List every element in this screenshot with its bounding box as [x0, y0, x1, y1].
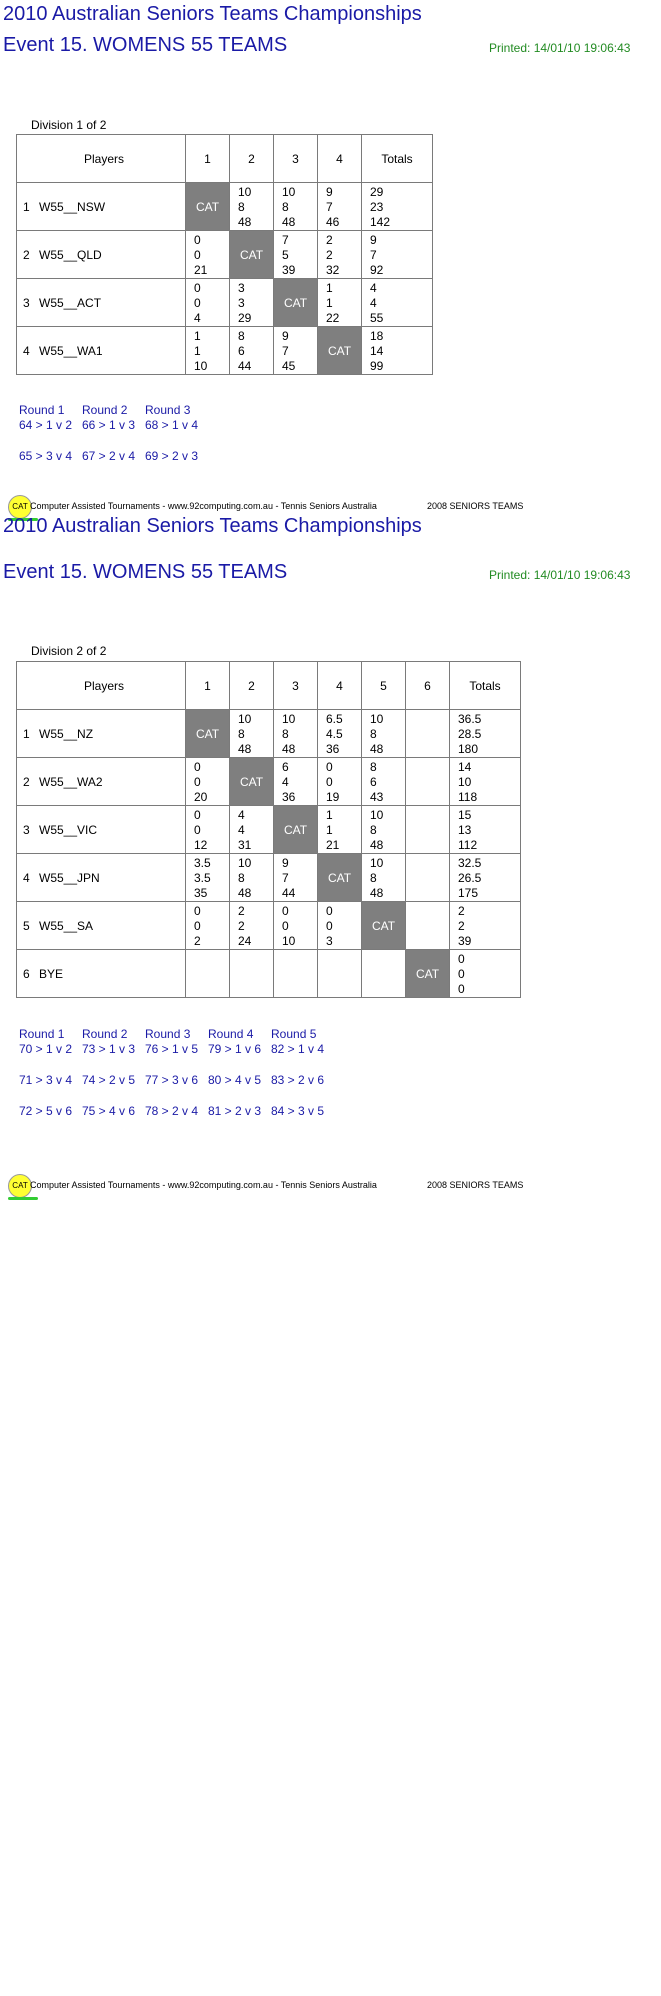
player-name: W55__NSW	[39, 199, 106, 214]
division-label: Division 2 of 2	[31, 644, 107, 658]
score-cell	[406, 758, 450, 806]
score-value: 10	[238, 185, 252, 199]
total-value: 180	[458, 742, 479, 756]
score-cell	[186, 279, 230, 327]
score-value: 12	[194, 838, 208, 852]
round-match: 64 > 1 v 2	[19, 418, 73, 432]
total-value: 0	[458, 982, 465, 996]
total-value: 112	[458, 838, 478, 852]
self-match-cell: CAT	[274, 806, 318, 854]
round-header: Round 2	[82, 1027, 128, 1041]
score-cell	[230, 854, 274, 902]
player-name: W55__JPN	[39, 870, 100, 885]
column-header-3: 3	[274, 662, 318, 710]
score-value: 48	[370, 838, 384, 852]
score-value: 3.5	[194, 871, 211, 885]
score-value: 21	[326, 838, 340, 852]
player-number: 2	[23, 774, 30, 789]
player-number: 4	[23, 870, 30, 885]
score-value: 0	[282, 919, 289, 933]
total-value: 18	[370, 329, 384, 343]
score-cell	[186, 231, 230, 279]
score-value: 7	[282, 344, 289, 358]
score-cell	[230, 806, 274, 854]
player-number: 4	[23, 343, 30, 358]
score-value: 46	[326, 215, 340, 229]
score-value: 4	[238, 808, 245, 822]
score-cell	[318, 183, 362, 231]
total-value: 4	[370, 281, 377, 295]
score-value: 0	[194, 248, 201, 262]
score-cell	[230, 183, 274, 231]
score-value: 1	[326, 296, 333, 310]
player-cell	[17, 950, 186, 998]
player-name: W55__WA1	[39, 343, 103, 358]
score-value: 4	[282, 775, 289, 789]
column-header-4: 4	[318, 135, 362, 183]
score-cell	[186, 758, 230, 806]
score-value: 7	[282, 233, 289, 247]
round-headers	[19, 403, 208, 417]
score-value: 0	[194, 823, 201, 837]
round-match: 72 > 5 v 6	[19, 1104, 73, 1118]
score-cell	[406, 854, 450, 902]
player-cell	[17, 758, 186, 806]
score-value: 6	[282, 760, 289, 774]
total-value: 2	[458, 919, 465, 933]
player-cell	[17, 710, 186, 758]
total-value: 4	[370, 296, 377, 310]
score-value: 6.5	[326, 712, 343, 726]
score-value: 0	[194, 808, 201, 822]
score-cell	[274, 183, 318, 231]
score-value: 2	[326, 233, 333, 247]
round-header: Round 1	[19, 1027, 65, 1041]
score-value: 10	[370, 808, 384, 822]
round-match: 84 > 3 v 5	[271, 1104, 325, 1118]
score-value: 10	[282, 712, 296, 726]
score-value: 0	[326, 775, 333, 789]
score-value: 0	[194, 904, 201, 918]
score-value: 35	[194, 886, 208, 900]
score-cell	[186, 806, 230, 854]
score-cell	[318, 279, 362, 327]
table-row	[17, 854, 521, 902]
score-value: 19	[326, 790, 340, 804]
score-value: 8	[370, 760, 377, 774]
score-value: 8	[238, 871, 245, 885]
score-value: 48	[238, 886, 252, 900]
player-number: 3	[23, 822, 30, 837]
round-match: 71 > 3 v 4	[19, 1073, 73, 1087]
score-value: 9	[326, 185, 333, 199]
score-value: 36	[326, 742, 340, 756]
score-value: 10	[370, 856, 384, 870]
score-cell	[274, 950, 318, 998]
score-value: 10	[282, 934, 296, 948]
player-cell	[17, 279, 186, 327]
score-value: 31	[238, 838, 252, 852]
footer-event-name: 2008 SENIORS TEAMS	[427, 501, 524, 511]
championship-title: 2010 Australian Seniors Teams Championships	[3, 515, 422, 537]
round-match: 73 > 1 v 3	[82, 1042, 136, 1056]
score-cell	[362, 854, 406, 902]
player-cell	[17, 854, 186, 902]
score-cell	[406, 710, 450, 758]
round-match: 66 > 1 v 3	[82, 418, 136, 432]
score-value: 6	[370, 775, 377, 789]
player-name: W55__QLD	[39, 247, 102, 262]
score-value: 9	[282, 329, 289, 343]
column-header-4: 4	[318, 662, 362, 710]
score-value: 0	[194, 775, 201, 789]
round-match: 77 > 3 v 6	[145, 1073, 199, 1087]
round-match-line	[19, 449, 208, 463]
score-cell	[230, 950, 274, 998]
printed-timestamp: Printed: 14/01/10 19:06:43	[489, 41, 631, 55]
player-name: W55__SA	[39, 918, 94, 933]
totals-cell	[450, 854, 521, 902]
round-match: 76 > 1 v 5	[145, 1042, 199, 1056]
score-value: 1	[326, 281, 333, 295]
round-header: Round 3	[145, 403, 191, 417]
player-number: 3	[23, 295, 30, 310]
score-value: 9	[282, 856, 289, 870]
score-cell	[186, 950, 230, 998]
totals-cell	[450, 950, 521, 998]
player-cell	[17, 806, 186, 854]
player-name: W55__WA2	[39, 774, 103, 789]
total-value: 28.5	[458, 727, 482, 741]
round-match: 80 > 4 v 5	[208, 1073, 262, 1087]
round-match-line	[19, 1104, 334, 1118]
total-value: 0	[458, 952, 465, 966]
score-cell	[274, 854, 318, 902]
score-cell	[362, 806, 406, 854]
score-value: 6	[238, 344, 245, 358]
event-title: Event 15. WOMENS 55 TEAMS	[3, 34, 288, 56]
score-value: 8	[238, 200, 245, 214]
score-value: 1	[194, 344, 201, 358]
footer-credit: Computer Assisted Tournaments - www.92computing.com.au - Tennis Seniors Australia	[30, 501, 377, 511]
player-number: 1	[23, 726, 30, 741]
player-cell	[17, 327, 186, 375]
score-cell	[406, 806, 450, 854]
score-value: 8	[238, 727, 245, 741]
total-value: 55	[370, 311, 384, 325]
round-header: Round 4	[208, 1027, 254, 1041]
round-match: 82 > 1 v 4	[271, 1042, 325, 1056]
totals-cell	[450, 758, 521, 806]
score-value: 48	[370, 742, 384, 756]
score-value: 1	[326, 823, 333, 837]
score-cell	[318, 950, 362, 998]
score-value: 20	[194, 790, 208, 804]
score-value: 21	[194, 263, 208, 277]
total-value: 10	[458, 775, 472, 789]
column-header-2: 2	[230, 135, 274, 183]
score-value: 8	[238, 329, 245, 343]
logo-underline	[8, 1197, 38, 1200]
total-value: 13	[458, 823, 472, 837]
score-value: 22	[326, 311, 340, 325]
round-match: 69 > 2 v 3	[145, 449, 199, 463]
total-value: 39	[458, 934, 472, 948]
self-match-cell: CAT	[362, 902, 406, 950]
totals-cell	[450, 710, 521, 758]
total-value: 99	[370, 359, 384, 373]
total-value: 14	[370, 344, 384, 358]
self-match-cell: CAT	[230, 758, 274, 806]
score-value: 1	[326, 808, 333, 822]
table-row	[17, 806, 521, 854]
total-value: 142	[370, 215, 391, 229]
score-cell	[274, 710, 318, 758]
score-value: 44	[238, 359, 252, 373]
footer-event-name: 2008 SENIORS TEAMS	[427, 1180, 524, 1190]
score-value: 45	[282, 359, 296, 373]
score-value: 3.5	[194, 856, 211, 870]
score-value: 48	[282, 742, 296, 756]
table-row	[17, 902, 521, 950]
player-name: W55__VIC	[39, 822, 98, 837]
results-grid	[16, 661, 521, 998]
player-cell	[17, 902, 186, 950]
score-cell	[230, 710, 274, 758]
results-grid	[16, 134, 433, 375]
round-match: 75 > 4 v 6	[82, 1104, 136, 1118]
player-number: 6	[23, 966, 30, 981]
self-match-cell: CAT	[318, 854, 362, 902]
score-cell	[186, 854, 230, 902]
round-match: 81 > 2 v 3	[208, 1104, 262, 1118]
totals-header: Totals	[450, 662, 521, 710]
total-value: 2	[458, 904, 465, 918]
score-value: 0	[194, 760, 201, 774]
round-match: 74 > 2 v 5	[82, 1073, 136, 1087]
table-row	[17, 231, 433, 279]
players-header: Players	[17, 662, 186, 710]
player-name: BYE	[39, 966, 64, 981]
players-header: Players	[17, 135, 186, 183]
table-row	[17, 710, 521, 758]
self-match-cell: CAT	[230, 231, 274, 279]
score-value: 8	[370, 727, 377, 741]
round-match: 67 > 2 v 4	[82, 449, 136, 463]
score-value: 2	[194, 934, 201, 948]
cat-logo-icon: CAT	[8, 495, 32, 519]
score-cell	[186, 327, 230, 375]
score-value: 8	[282, 200, 289, 214]
self-match-cell: CAT	[274, 279, 318, 327]
score-value: 3	[238, 281, 245, 295]
player-number: 2	[23, 247, 30, 262]
score-value: 4	[238, 823, 245, 837]
score-value: 10	[238, 712, 252, 726]
score-value: 1	[194, 329, 201, 343]
score-value: 3	[238, 296, 245, 310]
score-value: 3	[326, 934, 333, 948]
round-header: Round 5	[271, 1027, 317, 1041]
round-header: Round 2	[82, 403, 128, 417]
column-header-1: 1	[186, 662, 230, 710]
score-value: 5	[282, 248, 289, 262]
total-value: 118	[458, 790, 478, 804]
round-match: 78 > 2 v 4	[145, 1104, 199, 1118]
round-header: Round 3	[145, 1027, 191, 1041]
player-number: 1	[23, 199, 30, 214]
score-value: 0	[326, 904, 333, 918]
table-row	[17, 327, 433, 375]
player-number: 5	[23, 918, 30, 933]
column-header-1: 1	[186, 135, 230, 183]
table-row	[17, 183, 433, 231]
score-cell	[274, 902, 318, 950]
score-value: 0	[194, 281, 201, 295]
score-cell	[274, 327, 318, 375]
score-cell	[230, 327, 274, 375]
total-value: 26.5	[458, 871, 482, 885]
footer-credit: Computer Assisted Tournaments - www.92computing.com.au - Tennis Seniors Australia	[30, 1180, 377, 1190]
totals-cell	[362, 279, 433, 327]
self-match-cell: CAT	[406, 950, 450, 998]
total-value: 0	[458, 967, 465, 981]
column-header-3: 3	[274, 135, 318, 183]
score-cell	[318, 806, 362, 854]
table-row	[17, 279, 433, 327]
score-cell	[274, 231, 318, 279]
total-value: 15	[458, 808, 472, 822]
round-match: 70 > 1 v 2	[19, 1042, 73, 1056]
self-match-cell: CAT	[318, 327, 362, 375]
score-value: 8	[370, 871, 377, 885]
division-label: Division 1 of 2	[31, 118, 107, 132]
score-value: 32	[326, 263, 340, 277]
championship-title: 2010 Australian Seniors Teams Championships	[3, 3, 422, 25]
score-value: 10	[238, 856, 252, 870]
score-value: 48	[370, 886, 384, 900]
score-value: 7	[282, 871, 289, 885]
total-value: 36.5	[458, 712, 482, 726]
player-name: W55__NZ	[39, 726, 94, 741]
round-match: 65 > 3 v 4	[19, 449, 73, 463]
round-header: Round 1	[19, 403, 65, 417]
score-value: 44	[282, 886, 296, 900]
totals-cell	[450, 902, 521, 950]
totals-cell	[362, 183, 433, 231]
round-match-line	[19, 1042, 334, 1056]
column-header-6: 6	[406, 662, 450, 710]
round-headers	[19, 1027, 334, 1041]
total-value: 175	[458, 886, 479, 900]
total-value: 7	[370, 248, 377, 262]
player-name: W55__ACT	[39, 295, 102, 310]
score-value: 10	[194, 359, 208, 373]
score-cell	[318, 902, 362, 950]
score-value: 24	[238, 934, 252, 948]
cat-logo-icon: CAT	[8, 1174, 32, 1198]
score-value: 2	[238, 919, 245, 933]
score-cell	[318, 710, 362, 758]
column-header-5: 5	[362, 662, 406, 710]
self-match-cell: CAT	[186, 183, 230, 231]
total-value: 9	[370, 233, 377, 247]
score-value: 48	[282, 215, 296, 229]
score-value: 0	[194, 296, 201, 310]
column-header-2: 2	[230, 662, 274, 710]
table-row	[17, 758, 521, 806]
score-cell	[186, 902, 230, 950]
score-cell	[318, 231, 362, 279]
total-value: 92	[370, 263, 384, 277]
round-match: 68 > 1 v 4	[145, 418, 199, 432]
score-cell	[362, 758, 406, 806]
total-value: 32.5	[458, 856, 482, 870]
score-value: 7	[326, 200, 333, 214]
score-value: 4.5	[326, 727, 343, 741]
score-cell	[362, 950, 406, 998]
totals-cell	[362, 327, 433, 375]
total-value: 23	[370, 200, 384, 214]
round-match: 79 > 1 v 6	[208, 1042, 262, 1056]
score-value: 2	[238, 904, 245, 918]
score-value: 8	[282, 727, 289, 741]
score-value: 48	[238, 215, 252, 229]
score-value: 10	[370, 712, 384, 726]
player-cell	[17, 231, 186, 279]
score-value: 0	[282, 904, 289, 918]
score-value: 39	[282, 263, 296, 277]
score-value: 0	[194, 233, 201, 247]
score-value: 2	[326, 248, 333, 262]
score-cell	[406, 902, 450, 950]
score-cell	[230, 902, 274, 950]
score-value: 10	[282, 185, 296, 199]
total-value: 29	[370, 185, 384, 199]
event-title: Event 15. WOMENS 55 TEAMS	[3, 561, 288, 583]
score-value: 36	[282, 790, 296, 804]
printed-timestamp: Printed: 14/01/10 19:06:43	[489, 568, 631, 582]
score-value: 29	[238, 311, 252, 325]
total-value: 14	[458, 760, 472, 774]
score-value: 0	[326, 919, 333, 933]
score-value: 8	[370, 823, 377, 837]
totals-header: Totals	[362, 135, 433, 183]
totals-cell	[450, 806, 521, 854]
totals-cell	[362, 231, 433, 279]
score-value: 4	[194, 311, 201, 325]
score-value: 0	[326, 760, 333, 774]
player-cell	[17, 183, 186, 231]
score-value: 0	[194, 919, 201, 933]
round-match-line	[19, 1073, 334, 1087]
table-row	[17, 950, 521, 998]
score-cell	[362, 710, 406, 758]
score-value: 48	[238, 742, 252, 756]
score-value: 43	[370, 790, 384, 804]
round-match-line	[19, 418, 208, 432]
self-match-cell: CAT	[186, 710, 230, 758]
round-match: 83 > 2 v 6	[271, 1073, 325, 1087]
score-cell	[230, 279, 274, 327]
score-cell	[274, 758, 318, 806]
score-cell	[318, 758, 362, 806]
